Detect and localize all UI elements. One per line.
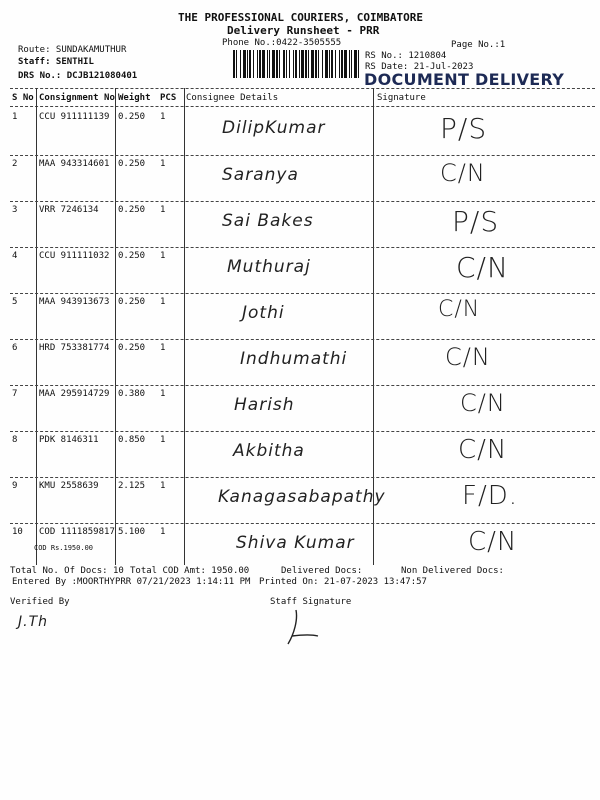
col-divider: [184, 88, 185, 565]
non-delivered-docs: Non Delivered Docs:: [401, 566, 504, 576]
row-consignment: MAA 943913673: [39, 297, 110, 307]
row-consignee-handwriting: Kanagasabapathy: [218, 487, 386, 507]
row-separator: [10, 523, 595, 524]
row-separator: [10, 201, 595, 202]
printed-on: Printed On: 21-07-2023 13:47:57: [259, 577, 427, 587]
staff-signature-mark: [278, 606, 328, 650]
row-consignment: KMU 2558639: [39, 481, 99, 491]
row-sno: 3: [12, 205, 18, 215]
row-signature-handwriting: F/D.: [462, 481, 518, 511]
row-signature-handwriting: C/N: [458, 435, 508, 465]
row-consignee-handwriting: Saranya: [222, 165, 299, 185]
row-consignee-handwriting: DilipKumar: [222, 118, 326, 138]
row-weight: 0.250: [118, 112, 146, 122]
total-docs: Total No. Of Docs: 10: [10, 566, 124, 576]
header-consignee: Consignee Details: [186, 93, 279, 103]
row-weight: 0.250: [118, 159, 146, 169]
staff: Staff: SENTHIL: [18, 57, 94, 67]
row-pcs: 1: [160, 527, 166, 537]
row-signature-handwriting: P/S: [440, 112, 488, 145]
header-weight: Weight: [118, 93, 151, 103]
row-separator: [10, 477, 595, 478]
row-separator: [10, 293, 595, 294]
row-consignment: MAA 295914729: [39, 389, 110, 399]
row-sno: 7: [12, 389, 18, 399]
header-consignment: Consignment No: [39, 93, 115, 103]
row-signature-handwriting: C/N: [468, 527, 518, 557]
row-consignment: HRD 753381774: [39, 343, 110, 353]
col-divider: [36, 88, 37, 565]
row-weight: 0.380: [118, 389, 146, 399]
row-pcs: 1: [160, 343, 166, 353]
total-cod: Total COD Amt: 1950.00: [130, 566, 250, 576]
header-signature: Signature: [377, 93, 426, 103]
row-consignee-handwriting: Jothi: [242, 303, 285, 323]
barcode-image: [233, 50, 359, 78]
company-name: THE PROFESSIONAL COURIERS, COIMBATORE: [178, 11, 424, 24]
row-weight: 5.100: [118, 527, 146, 537]
row-pcs: 1: [160, 159, 166, 169]
table-top-rule: [10, 88, 595, 89]
document-delivery-stamp: DOCUMENT DELIVERY: [364, 70, 565, 89]
rs-date: RS Date: 21-Jul-2023: [365, 62, 474, 72]
rs-number: RS No.: 1210804: [365, 51, 447, 61]
verified-initials: J.Th: [18, 614, 49, 630]
route: Route: SUNDAKAMUTHUR: [18, 45, 127, 55]
drs-number: DRS No.: DCJB121080401: [18, 71, 138, 81]
row-consignee-handwriting: Shiva Kumar: [236, 533, 355, 553]
row-weight: 0.250: [118, 251, 146, 261]
staff-signature-label: Staff Signature: [270, 597, 352, 607]
row-consignment: VRR 7246134: [39, 205, 99, 215]
row-consignment: COD 1111859817: [39, 527, 115, 537]
row-signature-handwriting: C/N: [445, 343, 491, 371]
row-separator: [10, 339, 595, 340]
row-consignee-handwriting: Harish: [234, 395, 295, 415]
row-pcs: 1: [160, 205, 166, 215]
row-weight: 0.250: [118, 343, 146, 353]
row-sno: 8: [12, 435, 18, 445]
header-pcs: PCS: [160, 93, 177, 103]
entered-by: Entered By :MOORTHYPRR 07/21/2023 1:14:11 PM: [12, 577, 251, 587]
row-consignee-handwriting: Sai Bakes: [222, 211, 314, 231]
row-weight: 2.125: [118, 481, 146, 491]
row-signature-handwriting: C/N: [456, 251, 509, 284]
row-pcs: 1: [160, 481, 166, 491]
row-pcs: 1: [160, 297, 166, 307]
row-consignment: CCU 911111032: [39, 251, 110, 261]
row-weight: 0.850: [118, 435, 146, 445]
row-consignee-handwriting: Akbitha: [233, 441, 305, 461]
row-separator: [10, 431, 595, 432]
row-pcs: 1: [160, 389, 166, 399]
row-pcs: 1: [160, 435, 166, 445]
row-sno: 9: [12, 481, 18, 491]
row-weight: 0.250: [118, 205, 146, 215]
row-sno: 6: [12, 343, 18, 353]
row-pcs: 1: [160, 112, 166, 122]
row-signature-handwriting: C/N: [438, 297, 481, 322]
row-sno: 10: [12, 527, 23, 537]
row-cod-note: COD Rs.1950.00: [34, 544, 94, 552]
table-header-rule: [10, 106, 595, 107]
delivered-docs: Delivered Docs:: [281, 566, 363, 576]
row-separator: [10, 247, 595, 248]
row-consignee-handwriting: Muthuraj: [227, 257, 311, 277]
row-consignment: PDK 8146311: [39, 435, 99, 445]
row-consignment: MAA 943314601: [39, 159, 110, 169]
row-separator: [10, 155, 595, 156]
col-divider: [115, 88, 116, 565]
row-consignment: CCU 911111139: [39, 112, 110, 122]
verified-by-label: Verified By: [10, 597, 70, 607]
row-pcs: 1: [160, 251, 166, 261]
phone-number: Phone No.:0422-3505555: [222, 38, 342, 48]
row-separator: [10, 385, 595, 386]
row-sno: 1: [12, 112, 18, 122]
row-signature-handwriting: C/N: [460, 389, 506, 417]
row-signature-handwriting: C/N: [440, 159, 486, 187]
row-sno: 5: [12, 297, 18, 307]
row-signature-handwriting: P/S: [452, 205, 500, 238]
row-weight: 0.250: [118, 297, 146, 307]
row-sno: 4: [12, 251, 18, 261]
row-consignee-handwriting: Indhumathi: [240, 349, 348, 369]
header-sno: S No: [12, 93, 34, 103]
sheet-title: Delivery Runsheet - PRR: [227, 24, 380, 37]
page-number: Page No.:1: [451, 40, 506, 50]
row-sno: 2: [12, 159, 18, 169]
